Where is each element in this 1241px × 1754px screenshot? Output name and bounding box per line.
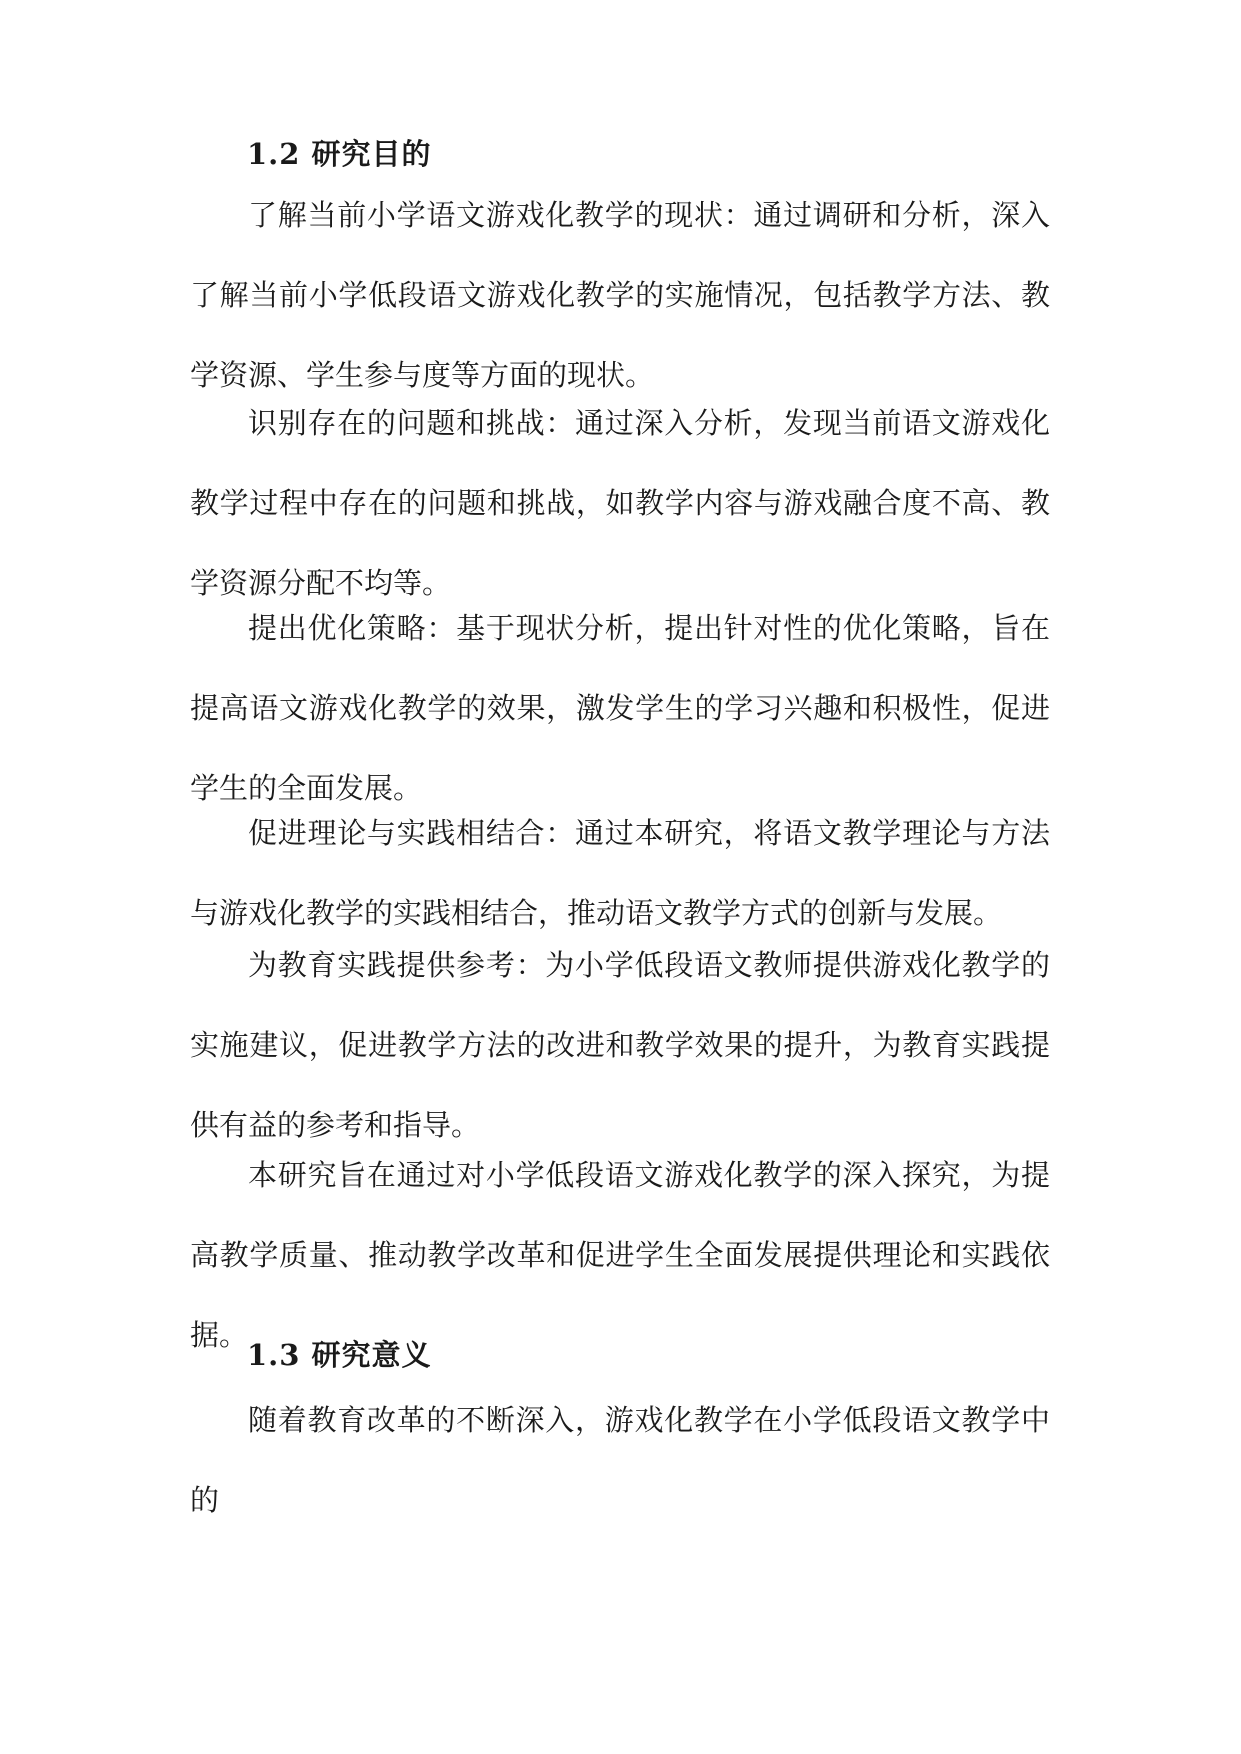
paragraph-theory-practice: 促进理论与实践相结合：通过本研究，将语文教学理论与方法与游戏化教学的实践相结合，推动语文教学方式的创新与发展。 <box>190 816 1050 930</box>
section-heading-1-2: 1.2 研究目的 <box>247 137 432 171</box>
paragraph-research-aim: 本研究旨在通过对小学低段语文游戏化教学的深入探究，为提高教学质量、推动教学改革和促进学生全面发展提供理论和实践依据。 <box>190 1158 1050 1352</box>
paragraph-problems-challenges: 识别存在的问题和挑战：通过深入分析，发现当前语文游戏化教学过程中存在的问题和挑战，如教学内容与游戏融合度不高、教学资源分配不均等。 <box>190 406 1050 600</box>
paragraph-significance: 随着教育改革的不断深入，游戏化教学在小学低段语文教学中的 <box>190 1403 1050 1517</box>
paragraph-practice-reference: 为教育实践提供参考：为小学低段语文教师提供游戏化教学的实施建议，促进教学方法的改进和教学效果的提升，为教育实践提供有益的参考和指导。 <box>190 948 1050 1142</box>
section-heading-1-3: 1.3 研究意义 <box>247 1338 432 1372</box>
paragraph-current-status: 了解当前小学语文游戏化教学的现状：通过调研和分析，深入了解当前小学低段语文游戏化教学的实施情况，包括教学方法、教学资源、学生参与度等方面的现状。 <box>190 198 1050 392</box>
paragraph-optimization-strategy: 提出优化策略：基于现状分析，提出针对性的优化策略，旨在提高语文游戏化教学的效果，激发学生的学习兴趣和积极性，促进学生的全面发展。 <box>190 611 1050 805</box>
